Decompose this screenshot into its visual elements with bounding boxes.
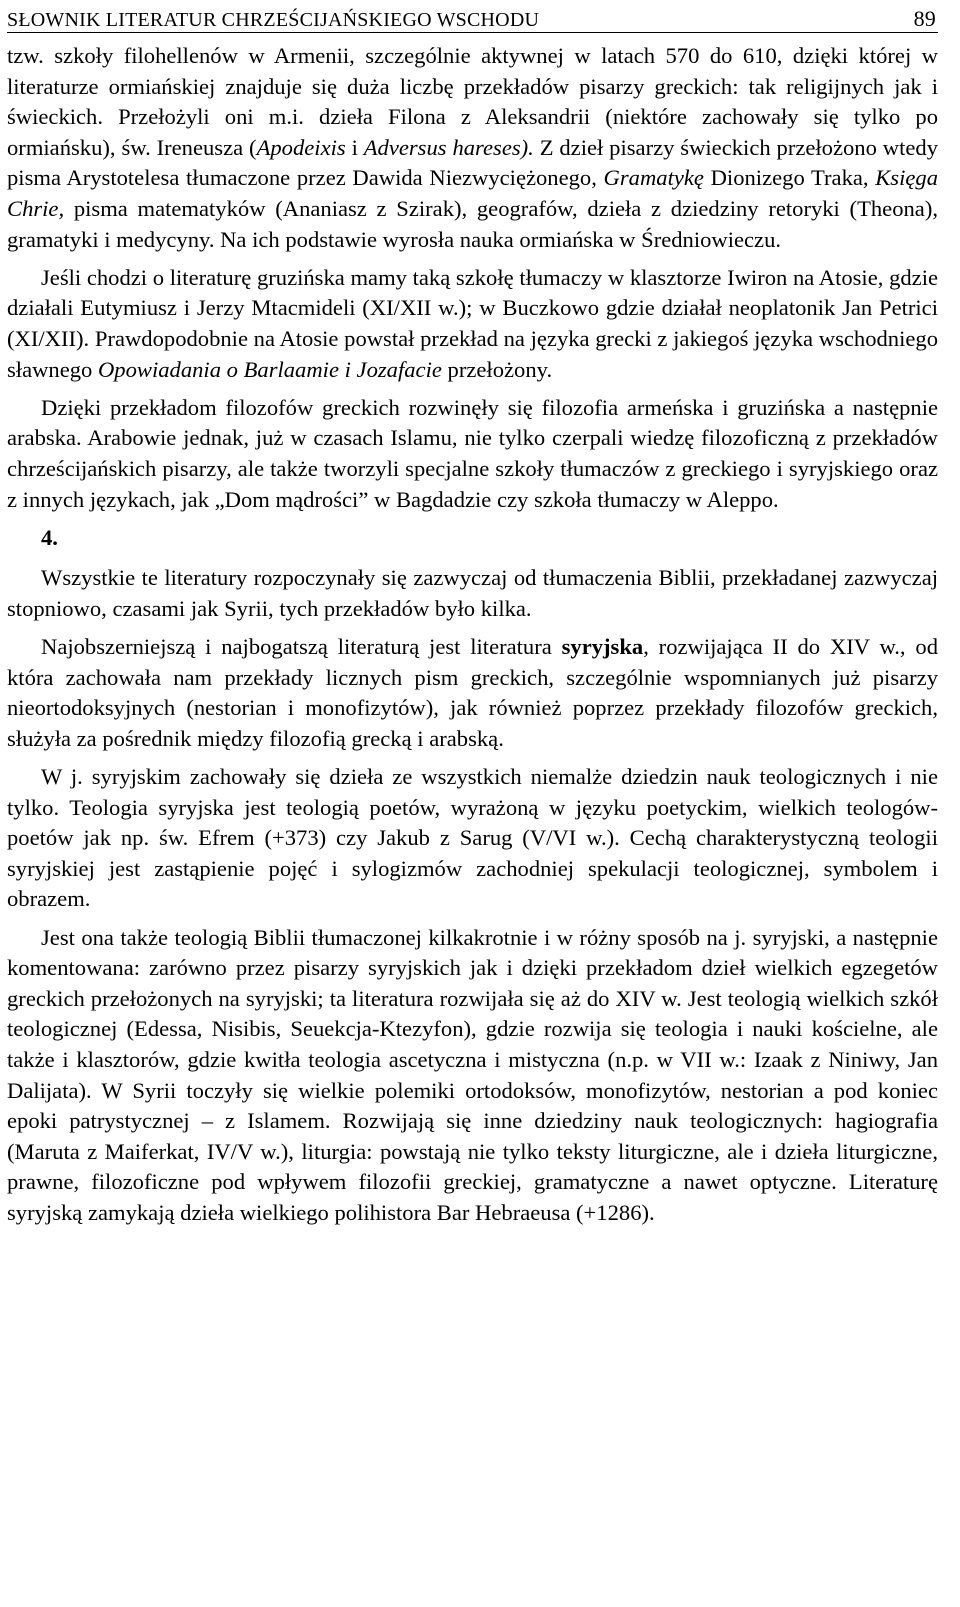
p5-text-1: Najobszerniejszą i najbogatszą literaturą jest literatura xyxy=(41,634,562,660)
p1-text-4: Dionizego Traka, xyxy=(703,165,876,191)
paragraph-3: Dzięki przekładom filozofów greckich rozwinęły się filozofia armeńska i gruzińska a następnie arabska. Arabowie jednak, już w czasach Islamu, nie tylko czerpali wiedzę filozoficzną z przekładów chrześcijańskich pisarzy, ale także tworzyli specjalne szkoły tłumaczów z greckiego i syryjskiego oraz z innych językach, jak „Dom mądrości” w Bagdadzie czy szkoła tłumaczy w Aleppo. xyxy=(7,394,938,512)
p5-bold-syryjska: syryjska xyxy=(561,634,644,660)
p2-text-2: przełożony. xyxy=(441,356,553,382)
paragraph-2 xyxy=(7,263,938,385)
p1-text-1: tzw. szkoły filohellenów w Armenii, szczególnie aktywnej w latach 570 do 610, dzięki której w literaturze ormiańskiej znajduje się duża liczbę przekładów pisarzy greckich: tak religijnych jak i świeckich. Przełożyli oni m.i. dzieła Filona z Aleksandrii (niektóre zachowały się tylko po ormiańsku), św. Ireneusza ( xyxy=(7,43,938,160)
paragraph-6: W j. syryjskim zachowały się dzieła ze wszystkich niemalże dziedzin nauk teologicznych i nie tylko. Teologia syryjska jest teologią poetów, wyrażoną w języku poetyckim, wielkich teologów-poetów jak np. św. Efrem (+373) czy Jakub z Sarug (V/VI w.). Cechą charakterystyczną teologii syryjskiej jest zastąpienie pojęć i sylogizmów zachodniej spekulacji teologicznej, symbolem i obrazem. xyxy=(7,764,938,912)
p1-italic-adversus: Adversus hareses). xyxy=(363,134,534,160)
paragraph-7: Jest ona także teologią Biblii tłumaczonej kilkakrotnie i w różny sposób na j. syryjski, a następnie komentowana: zarówno przez pisarzy syryjskich jak i dzięki przekładom dzieł wielkich egzegetów greckich przełożonych na syryjski; ta literatura rozwijała się aż do XIV w. Jest teologią wielkich szkół teologicznej (Edessa, Nisibis, Seuekcja-Ktezyfon), gdzie rozwija się teologia i nauki kościelne, ale także i klasztorów, gdzie kwitła teologia ascetyczna i mistyczna (n.p. w VII w.: Izaak z Niniwy, Jan Dalijata). W Syrii toczyły się wielkie polemiki ortodoksów, monofizytów, nestorian a pod koniec epoki patrystycznej – z Islamem. Rozwijają się inne dziedziny nauk teologicznych: hagiografia (Maruta z Maiferkat, IV/V w.), liturgia: powstają nie tylko teksty liturgiczne, ale i dzieła liturgiczne, prawne, filozoficzne pod wpływem filozofii greckiej, gramatyczne a nawet optyczne. Literaturę syryjską zamykają dzieła wielkiego polihistora Bar Hebraeusa (+1286). xyxy=(7,924,938,1225)
p1-text-3: Z dzieł pisarzy świeckich przełożono wtedy pisma Arystotelesa tłumaczone przez Dawida Niezwyciężonego, xyxy=(7,134,938,191)
paragraph-5 xyxy=(7,632,938,754)
p1-text-5: pisma matematyków (Ananiasz z Szirak), geografów, dzieła z dziedziny retoryki (Theona), gramatyki i medycyny. Na ich podstawie wyrosła nauka ormiańska w Średniowieczu. xyxy=(7,195,938,252)
paragraph-1 xyxy=(7,41,938,255)
p5-text-2: , rozwijająca II do XIV w., od która zachowała nam przekłady licznych pism greckich, szczególnie wspomnianych już pisarzy nieortodoksyjnych (nestorian i monofizytów), jak również poprzez przekłady filozofów greckich, służyła za pośrednik między filozofią grecką i arabską. xyxy=(7,634,938,751)
running-header xyxy=(7,0,938,33)
paragraph-4: Wszystkie te literatury rozpoczynały się zazwyczaj od tłumaczenia Biblii, przekładanej zazwyczaj stopniowo, czasami jak Syrii, tych przekładów było kilka. xyxy=(7,565,938,621)
page-number: 89 xyxy=(913,6,936,31)
page-body xyxy=(7,33,938,1229)
p1-italic-apodeixis: Apodeixis xyxy=(256,134,346,160)
section-number: 4. xyxy=(41,524,58,550)
p2-text-1: Jeśli chodzi o literaturę gruzińska mamy taką szkołę tłumaczy w klasztorze Iwiron na Atosie, gdzie działali Eutymiusz i Jerzy Mtacmideli (XI/XII w.); w Buczkowo gdzie działał neoplatonik Jan Petrici (XI/XII). Prawdopodobnie na Atosie powstał przekład na języka grecki z jakiegoś języka wschodniego sławnego xyxy=(7,264,938,382)
p2-italic-title: Opowiadania o Barlaamie i Jozafacie xyxy=(97,356,442,382)
p1-text-2: i xyxy=(345,134,364,160)
header-title: SŁOWNIK LITERATUR CHRZEŚCIJAŃSKIEGO WSCHODU xyxy=(7,9,540,31)
p1-italic-gramatyke: Gramatykę xyxy=(603,165,704,191)
p1-italic-ksiega: Księga Chrie, xyxy=(7,165,938,221)
